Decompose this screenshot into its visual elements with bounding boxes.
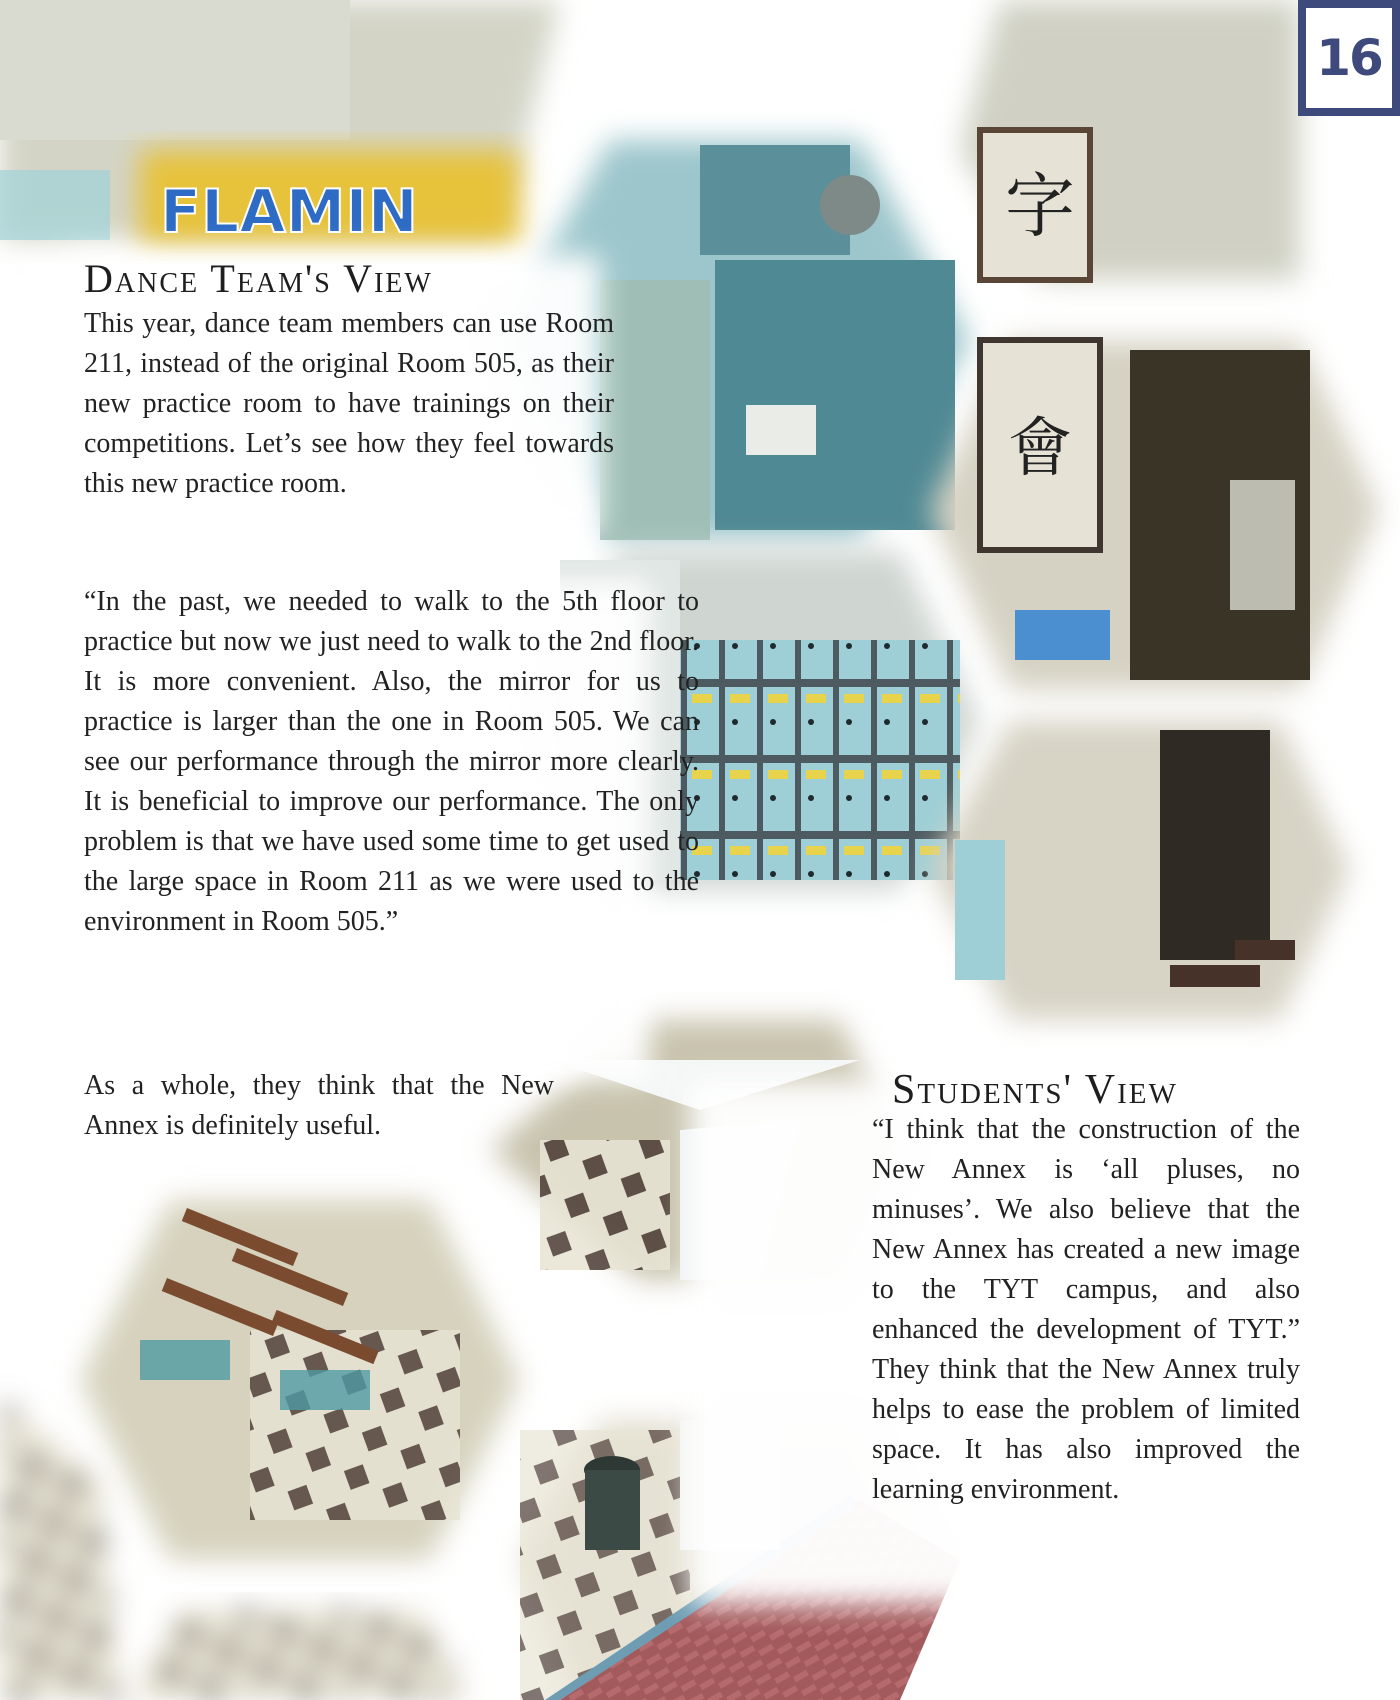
- page-number-badge: [1298, 0, 1400, 116]
- photo-corridor-hexagon: [930, 720, 1350, 1020]
- page-number: 16: [1306, 8, 1392, 108]
- dance-team-intro: This year, dance team members can use Room 211, instead of the original Room 505, as their new practice room to have trainings on their competitions. Let’s see how they feel towards this new practice room.: [84, 308, 614, 499]
- photo-top-right-calligraphy: [960, 0, 1300, 280]
- students-view-text: “I think that the construction of the New Annex is ‘all pluses, no minuses’. We also believe that the New Annex has created a new image to the TYT campus, and also enhanced the development of TYT.” They think that the New Annex truly helps to ease the problem of limited space. It has also improved the learning environment.: [872, 1114, 1300, 1505]
- photo-bottom-floor-hexagon: [130, 1610, 470, 1700]
- flamingo-sign-text: FLAMIN: [160, 177, 418, 247]
- photo-bottom-left-floor: [0, 1400, 120, 1700]
- photo-top-left-wall: [0, 0, 560, 247]
- students-view-heading: Students' View: [892, 1067, 1178, 1113]
- svg-text:會: 會: [1008, 412, 1072, 486]
- dance-team-conclusion: As a whole, they think that the New Annex is definitely useful.: [84, 1070, 554, 1141]
- photo-doorway-hexagon: [930, 340, 1380, 690]
- dance-team-quote: “In the past, we needed to walk to the 5th floor to practice but now we just need to walk to the 2nd floor. It is more convenient. Also, the mirror for us to practice is larger than the one in Room 505. We can see our performance through the mirror more clearly. It is beneficial to improve our performance. The only problem is that we have used some time to get used to the large space in Room 211 as we were used to the environment in Room 505.”: [84, 586, 699, 937]
- svg-text:字: 字: [1005, 165, 1075, 247]
- dance-team-heading: Dance Team's View: [84, 256, 433, 301]
- photo-tables-hexagon: [80, 1200, 520, 1560]
